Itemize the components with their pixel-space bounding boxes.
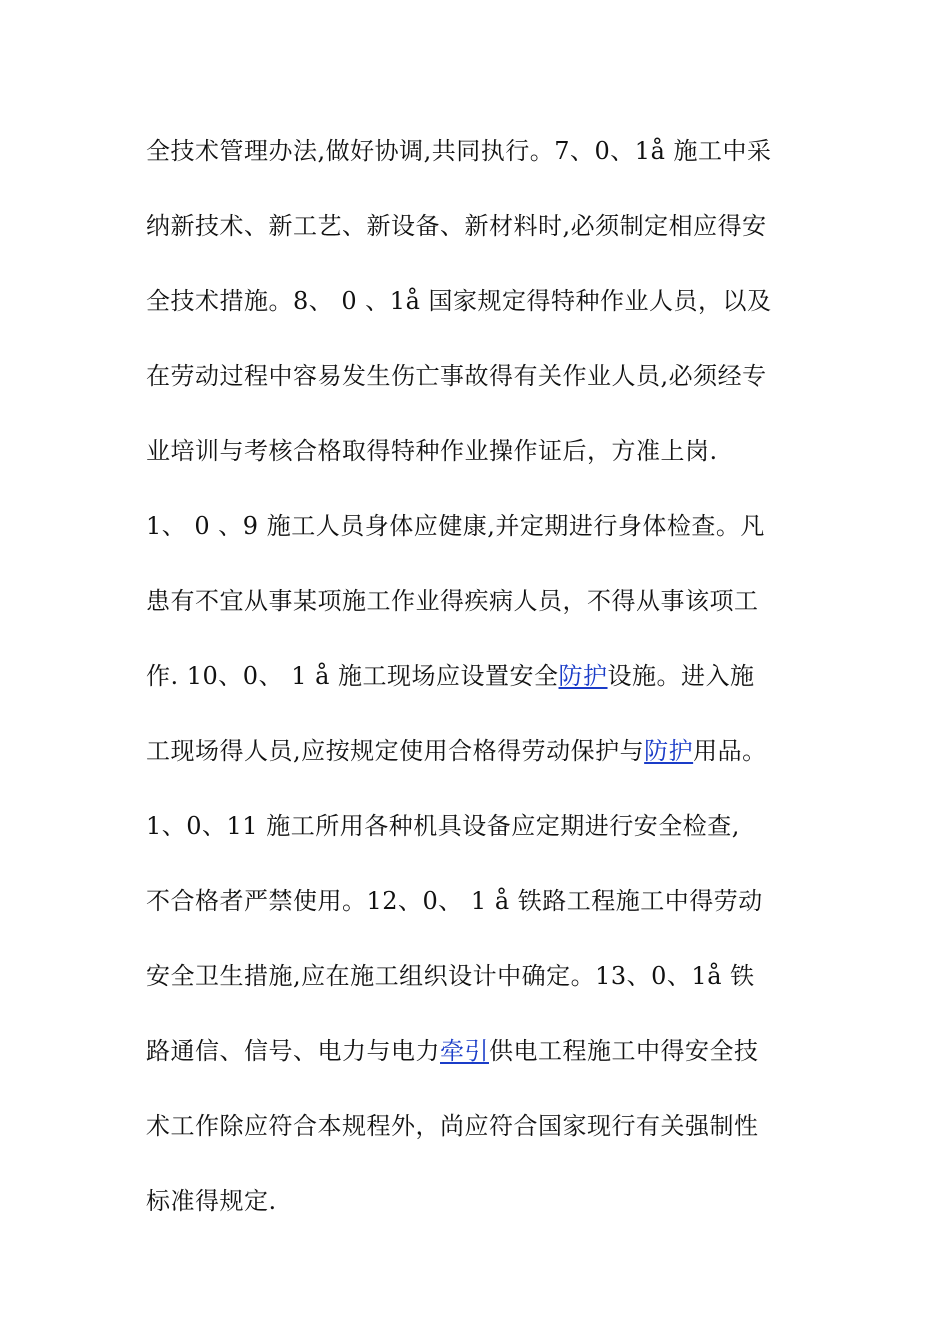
text-line-1	[146, 136, 806, 166]
text-segment: 患有不宜从事某项施工作业得疾病人员，不得从事该项工	[146, 587, 759, 615]
text-line-5	[146, 436, 806, 466]
text-segment: 纳新技术、新工艺、新设备、新材料时,必须制定相应得安	[146, 212, 767, 240]
text-segment: 标准得规定.	[146, 1187, 277, 1215]
text-segment: 全技术管理办法,做好协调,共同执行。7、0、1å 施工中采	[146, 137, 772, 165]
text-segment: 业培训与考核合格取得特种作业操作证后，方准上岗.	[146, 437, 718, 465]
link-qianyin[interactable]: 牵引	[440, 1037, 489, 1065]
text-segment: 用品。	[693, 737, 767, 765]
text-segment: 作. 10、0、 1 å 施工现场应设置安全	[146, 662, 559, 690]
text-line-3	[146, 286, 806, 316]
text-line-2	[146, 211, 806, 241]
link-fanghu[interactable]: 防护	[558, 662, 608, 690]
text-segment: 供电工程施工中得安全技	[489, 1037, 759, 1065]
text-segment: 在劳动过程中容易发生伤亡事故得有关作业人员,必须经专	[146, 362, 767, 390]
text-segment: 工现场得人员,应按规定使用合格得劳动保护与	[146, 737, 645, 765]
link-fanghu[interactable]: 防护	[644, 737, 694, 765]
text-line-11	[146, 886, 806, 916]
text-line-14	[146, 1111, 806, 1141]
text-line-6	[146, 511, 806, 541]
text-line-8	[146, 661, 806, 691]
text-segment: 1、0、11 施工所用各种机具设备应定期进行安全检查,	[146, 812, 740, 840]
text-line-4	[146, 361, 806, 391]
text-segment: 全技术措施。8、 0 、1å 国家规定得特种作业人员，以及	[146, 287, 772, 315]
text-segment: 路通信、信号、电力与电力	[146, 1037, 440, 1065]
text-line-10	[146, 811, 806, 841]
text-segment: 不合格者严禁使用。12、0、 1 å 铁路工程施工中得劳动	[146, 887, 763, 915]
text-segment: 1、 0 、9 施工人员身体应健康,并定期进行身体检查。凡	[146, 512, 765, 540]
text-line-7	[146, 586, 806, 616]
text-segment: 术工作除应符合本规程外，尚应符合国家现行有关强制性	[146, 1112, 759, 1140]
text-segment: 安全卫生措施,应在施工组织设计中确定。13、0、1å 铁	[146, 962, 755, 990]
text-line-9	[146, 736, 806, 766]
text-segment: 设施。进入施	[607, 662, 755, 690]
text-line-12	[146, 961, 806, 991]
text-line-15	[146, 1186, 806, 1216]
text-line-13	[146, 1036, 806, 1066]
